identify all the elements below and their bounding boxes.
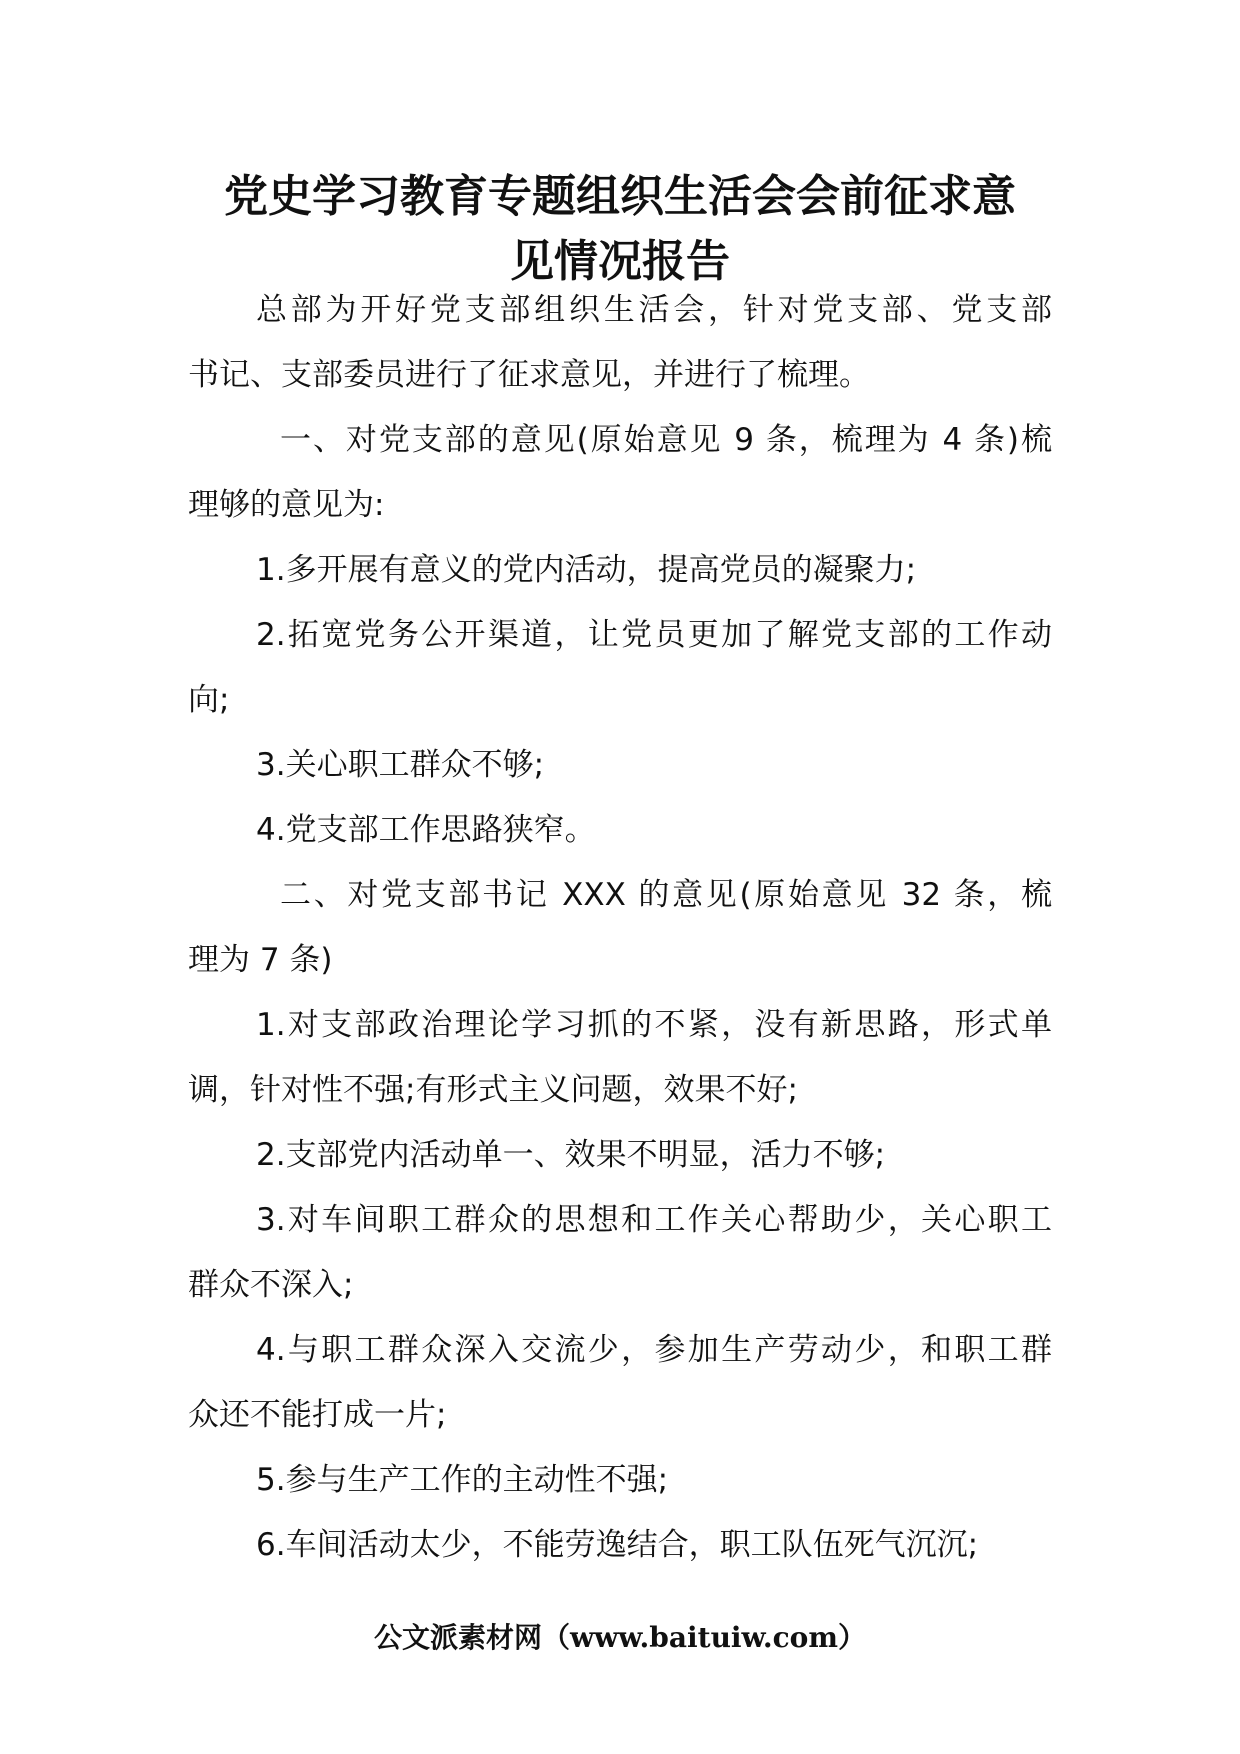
list-item: 2.支部党内活动单一、效果不明显，活力不够; bbox=[256, 1137, 886, 1173]
list-item: 2.拓宽党务公开渠道，让党员更加了解党支部的工作动 bbox=[256, 617, 1052, 653]
list-item-continuation: 众还不能打成一片; bbox=[188, 1397, 447, 1433]
list-item-continuation: 群众不深入; bbox=[188, 1267, 354, 1303]
footer-watermark-text: 公文派素材网（www.baituiw.com） bbox=[374, 1621, 866, 1654]
list-item: 1.对支部政治理论学习抓的不紧，没有新思路，形式单 bbox=[256, 1007, 1052, 1043]
list-item: 1.多开展有意义的党内活动，提高党员的凝聚力; bbox=[256, 552, 917, 588]
section-heading-line: 一、对党支部的意见(原始意见 9 条，梳理为 4 条)梳 bbox=[280, 422, 1052, 458]
body-line: 书记、支部委员进行了征求意见，并进行了梳理。 bbox=[188, 357, 870, 393]
list-item: 4.与职工群众深入交流少，参加生产劳动少，和职工群 bbox=[256, 1332, 1052, 1368]
list-item: 6.车间活动太少，不能劳逸结合，职工队伍死气沉沉; bbox=[256, 1527, 979, 1563]
section-heading-line: 二、对党支部书记 XXX 的意见(原始意见 32 条，梳 bbox=[280, 877, 1052, 913]
body-line: 总部为开好党支部组织生活会，针对党支部、党支部 bbox=[256, 292, 1052, 328]
document-title-line-2: 见情况报告 bbox=[510, 236, 730, 287]
list-item-continuation: 调，针对性不强;有形式主义问题，效果不好; bbox=[188, 1072, 798, 1108]
list-item: 4.党支部工作思路狭窄。 bbox=[256, 812, 596, 848]
list-item: 3.对车间职工群众的思想和工作关心帮助少，关心职工 bbox=[256, 1202, 1052, 1238]
body-line: 理为 7 条) bbox=[188, 942, 333, 978]
list-item: 5.参与生产工作的主动性不强; bbox=[256, 1462, 669, 1498]
list-item: 3.关心职工群众不够; bbox=[256, 747, 545, 783]
document-title-line-1: 党史学习教育专题组织生活会会前征求意 bbox=[224, 171, 1016, 222]
body-line: 理够的意见为: bbox=[188, 487, 385, 523]
list-item-continuation: 向; bbox=[188, 682, 230, 718]
